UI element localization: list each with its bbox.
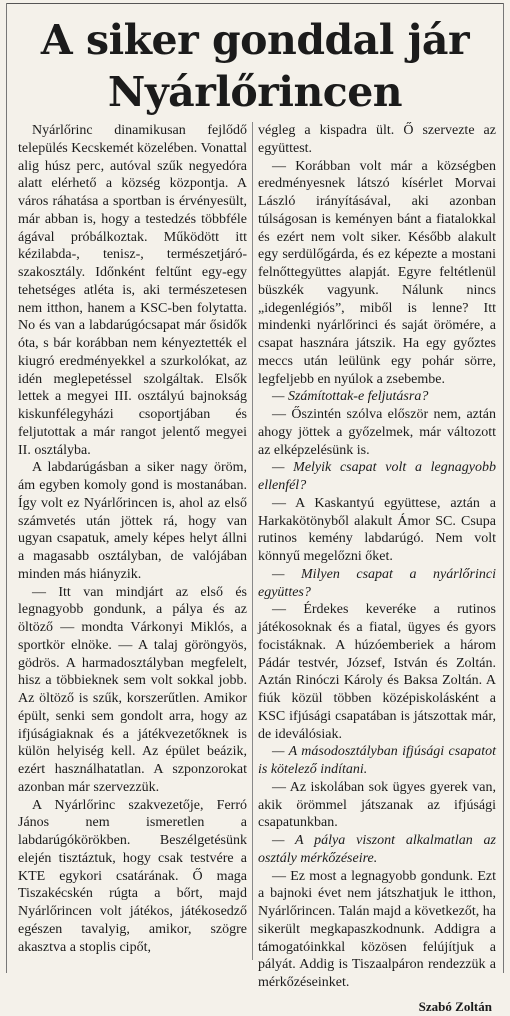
paragraph-success: A labdarúgásban a siker nagy öröm, ám egyben komoly gond is mostanában. Így volt ez Nyárlőrincen is, ahol az első számvetés után jöttek rá, hogy van ugyan csapatuk, amely képes helyt állni a magasabb osztályban, de valójában minden más hiányzik. [18, 460, 247, 582]
question-pitch: — A pálya viszont alkalmatlan az osztály mérkőzéseire. [258, 833, 496, 866]
author-signature: Szabó Zoltán [418, 998, 492, 1014]
frame-top-line [6, 3, 504, 4]
answer-pitch: — Ez most a legnagyobb gondunk. Ezt a bajnoki évet nem játszhatjuk le itthon, Nyárlőrincen. Talán majd a következőt, ha sikerült megkapaszkodnunk. Addigra a támogatóinkkal közösen felújítjuk a pályát. Addig is Tiszaalpáron rendezzük a mérkőzéseinket. [258, 868, 496, 990]
article-column-left [18, 122, 247, 956]
question-team: — Milyen csapat a nyárlőrinci együttes? [258, 566, 496, 600]
frame-left-line [6, 3, 7, 973]
paragraph-coach-intro: A Nyárlőrinc szakvezetője, Ferró János nem ismeretlen a labdarúgókörökben. Beszélgetésünk elején tisztáztuk, hogy csak testvére a KTE egykori csatárának. Ő maga Tiszakécskén rúgta a bőrt, majd Nyárlőrincen volt játékos, játékosedző egészen tavalyig, amikor, szögre akasztva a stoplis cipőt, [18, 797, 247, 955]
answer-history: — Korábban volt már a községben eredményesnek látszó kísérlet Morvai László irányításával, aki azonban túlságosan is keményen bánt a fiatalokkal és ezért nem volt siker. Később alakult egy serdülőgárda, és ez képezte a mostani felnőttegyüttes alapját. Egyre feltétlenül büszkék vagyunk. Nálunk nincs „idegenlégiós”, miből is lenne? Itt mindenki nyárlőrinci és saját örömére, a csapat hasznára játszik. Ha egy győztes meccs után leülünk egy pohár sörre, legfeljebb en nyúlok a zsebembe. [258, 158, 496, 387]
paragraph-continuation: végleg a kispadra ült. Ő szervezte az együttest. [258, 123, 496, 156]
question-promotion: — Számítottak-e feljutásra? [272, 389, 429, 405]
answer-youth: — Az iskolában sok ügyes gyerek van, akik örömmel játszanak az ifjúsági csapatunkban. [258, 779, 496, 831]
answer-rival: — A Kaskantyú együttese, aztán a Harkakötönyből alakult Ámor SC. Csupa rutinos kemény labdarúgó. Nem volt könnyű megelőzni őket. [258, 495, 496, 564]
answer-promotion: — Őszintén szólva először nem, aztán ahogy jöttek a győzelmek, már változott az elképzelésünk is. [258, 407, 496, 458]
column-divider [252, 122, 253, 960]
frame-right-line [503, 3, 504, 973]
question-youth: — A másodosztályban ifjúsági csapatot is kötelező indítani. [258, 744, 496, 777]
article-headline: A siker gonddal jár Nyárlőrincen [40, 16, 470, 116]
article-column-right [258, 122, 496, 1016]
question-rival: — Melyik csapat volt a legnagyobb ellenfél? [258, 460, 496, 493]
answer-team: — Érdekes keveréke a rutinos játékosoknak és a fiatal, ügyes és gyors focistáknak. A húzóemberiek a három Pádár testvér, József, István és Zoltán. Aztán Rinóczi Károly és Baksa Zoltán. A fiúk közül többen középiskolásként a KSC ifjúsági csapatában is játszottak már, de ideválósiak. [258, 602, 496, 742]
paragraph-president-quote: — Itt van mindjárt az első és legnagyobb gondunk, a pálya és az öltöző — mondta Várkonyi Miklós, a sportkör elnöke. — A talaj göröngyös, gödrös. A harmadosztályban megfelelt, hisz a többieknek sem volt sokkal jobb. Az öltöző is szűk, korszerűtlen. Amikor épült, senki sem gondolt arra, hogy az ifjúságiaknak és a játékvezetőknek is külön helyiség kell. Az épület beázik, ezért használhatatlan. A szponzorokat azonban már szervezzük. [18, 584, 247, 795]
paragraph-intro: Nyárlőrinc dinamikusan fejlődő település Kecskemét közelében. Vonattal alig húsz perc, autóval szűk negyedóra alatt elérhető a község központja. A város ráhatása a sportban is érvényesült, már abban is, hogy a testedzés többféle ágával próbálkoztak. Működött itt kézilabda-, tenisz-, természetjáró-szakosztály. Időnként feltűnt egy-egy tehetséges atléta is, aki természetesen nem itthon, hanem a KSC-ben folytatta. No és van a labdarúgócsapat már ősidők óta, s bár korábban nem kényeztették el kiugró eredményekkel a szurkolókat, az idén meglepetéssel szolgáltak. Elsők lettek a megyei III. osztályú bajnokság kiskunfélegyházi csoportjában és feljutottak a már rangot jelentő megyei II. osztályba. [18, 123, 247, 458]
